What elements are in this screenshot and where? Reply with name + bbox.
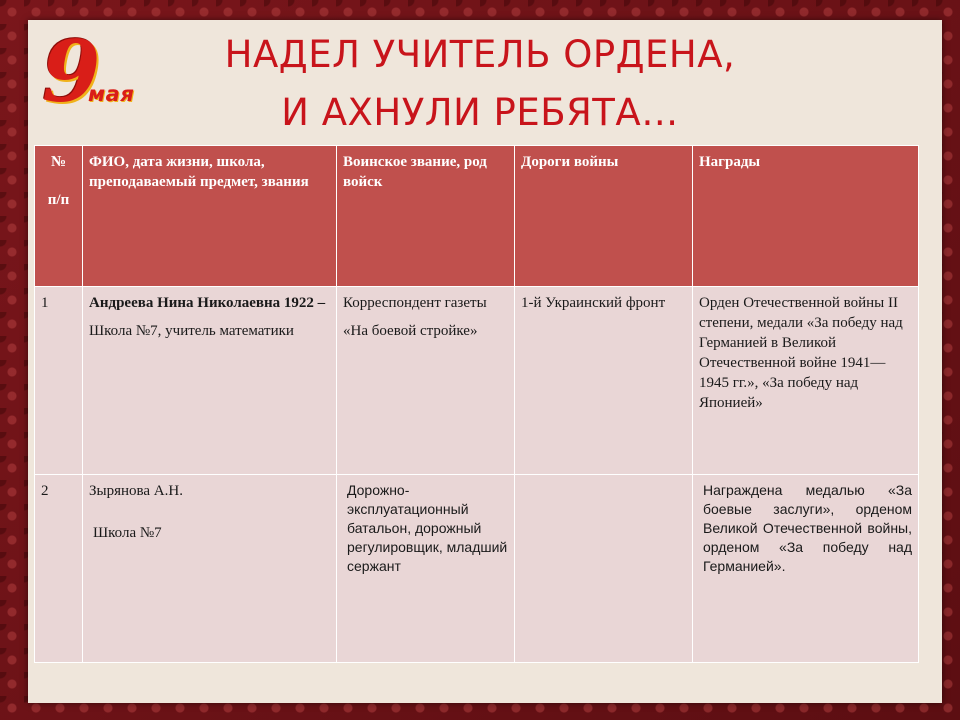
title-line-2: И АХНУЛИ РЕБЯТА… bbox=[281, 91, 679, 134]
logo-number: 9 bbox=[42, 22, 101, 121]
row-number: 2 bbox=[35, 475, 83, 663]
table-row bbox=[35, 475, 919, 663]
header-rank: Воинское звание, род войск bbox=[337, 146, 515, 287]
header-number-bottom: п/п bbox=[47, 192, 70, 208]
victory-day-logo bbox=[38, 22, 156, 121]
row-rank bbox=[337, 287, 515, 475]
header-awards: Награды bbox=[693, 146, 919, 287]
header-fio: ФИО, дата жизни, школа, преподаваемый предмет, звания bbox=[83, 146, 337, 287]
title-line-1: НАДЕЛ УЧИТЕЛЬ ОРДЕНА, bbox=[224, 33, 736, 76]
header-roads: Дороги войны bbox=[515, 146, 693, 287]
row-fio bbox=[83, 475, 337, 663]
slide-title bbox=[150, 26, 810, 142]
row-roads bbox=[515, 475, 693, 663]
teacher-name: Андреева Нина Николаевна 1922 – bbox=[89, 295, 326, 311]
row-rank bbox=[337, 475, 515, 663]
table-row bbox=[35, 287, 919, 475]
row-awards: Орден Отечественной войны II степени, медали «За победу над Германией в Великой Отечественной войне 1941—1945 гг.», «За победу над Японией» bbox=[693, 287, 919, 475]
rank-text: Дорожно-эксплуатационный батальон, дорожный регулировщик, младший сержант bbox=[347, 482, 508, 574]
teacher-name: Зырянова А.Н. bbox=[89, 483, 183, 499]
rank-text: Корреспондент газеты bbox=[343, 295, 487, 311]
rank-extra: «На боевой стройке» bbox=[343, 323, 478, 339]
teachers-awards-table bbox=[34, 145, 919, 663]
row-number: 1 bbox=[35, 287, 83, 475]
row-awards: Награждена медалью «За боевые заслуги», орденом Великой Отечественной войны, орденом «За победу над Германией». bbox=[693, 475, 919, 663]
teacher-school: Школа №7 bbox=[93, 525, 162, 541]
header-number-top: № bbox=[50, 154, 67, 170]
teacher-school: Школа №7, учитель математики bbox=[89, 323, 294, 339]
table-header-row bbox=[35, 146, 919, 287]
header-number bbox=[35, 146, 83, 287]
logo-month: мая bbox=[88, 82, 135, 106]
row-roads: 1-й Украинский фронт bbox=[515, 287, 693, 475]
row-fio bbox=[83, 287, 337, 475]
